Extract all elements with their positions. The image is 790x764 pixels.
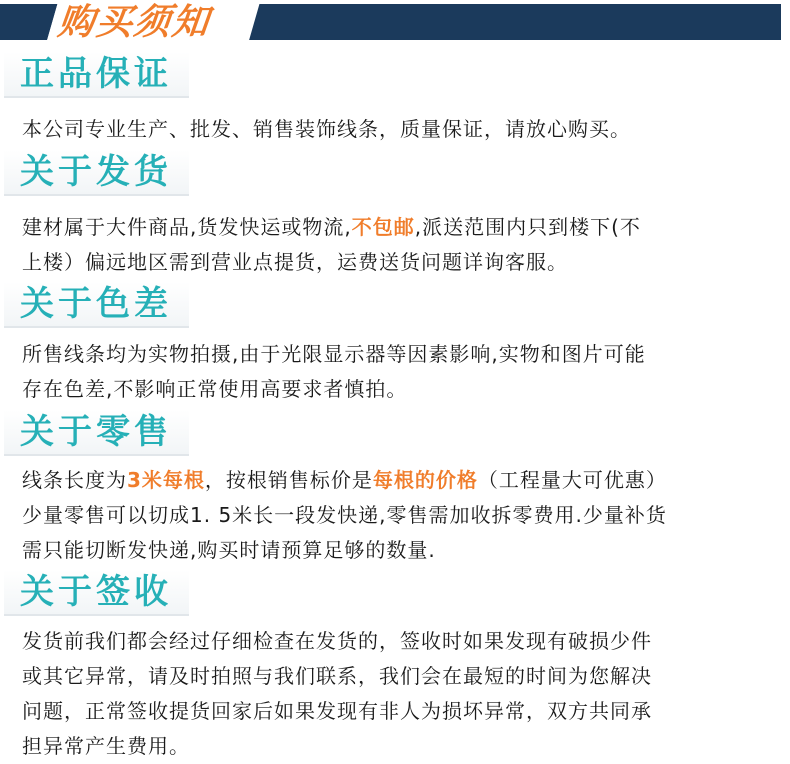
text-line: [22, 463, 784, 498]
text-line: [22, 372, 784, 407]
text-segment: 少量零售可以切成1. 5米长一段发快递,零售需加收拆零费用.少量补货: [22, 503, 667, 527]
section-heading-label: 关于发货: [20, 152, 172, 192]
text-segment: 问题，正常签收提货回家后如果发现有非人为损坏异常，双方共同承: [22, 699, 652, 723]
text-segment: 担异常产生费用。: [22, 734, 190, 758]
section-heading-label: 关于色差: [20, 284, 172, 324]
highlight-price-per-piece: 每根的价格: [372, 468, 478, 492]
section-heading-authenticity: [4, 52, 189, 98]
section-heading-retail: [4, 410, 189, 456]
section-heading-label: 正品保证: [20, 54, 172, 94]
text-segment: ,派送范围内只到楼下(不: [414, 215, 641, 239]
text-segment: 所售线条均为实物拍摄,由于光限显示器等因素影响,实物和图片可能: [22, 342, 646, 366]
text-segment: 上楼）偏远地区需到营业点提货，运费送货问题详询客服。: [22, 250, 568, 274]
text-line: [22, 245, 784, 280]
highlight-length-per-piece: 3米每根: [127, 468, 205, 492]
text-line: [22, 659, 784, 694]
section-text-color-difference: [22, 337, 784, 407]
text-segment: 建材属于大件商品,货发快运或物流,: [22, 215, 352, 239]
text-segment: 线条长度为: [22, 468, 127, 492]
banner: [0, 0, 790, 48]
text-line: [22, 210, 784, 245]
text-line: [22, 112, 784, 147]
text-segment: ，按根销售标价是: [204, 468, 373, 492]
section-text-authenticity: [22, 112, 784, 147]
section-heading-label: 关于签收: [20, 572, 172, 612]
section-text-shipping: [22, 210, 784, 280]
text-segment: 需只能切断发快递,购买时请预算足够的数量.: [22, 538, 436, 562]
text-segment: 存在色差,不影响正常使用高要求者慎拍。: [22, 377, 408, 401]
section-heading-color-difference: [4, 282, 189, 328]
section-heading-signing: [4, 570, 189, 616]
section-text-signing: [22, 624, 784, 764]
text-segment: 本公司专业生产、批发、销售装饰线条，质量保证，请放心购买。: [22, 117, 631, 141]
section-text-retail: [22, 463, 784, 568]
text-segment: 或其它异常，请及时拍照与我们联系，我们会在最短的时间为您解决: [22, 664, 652, 688]
text-line: [22, 498, 784, 533]
text-line: [22, 624, 784, 659]
text-line: [22, 694, 784, 729]
text-segment: （工程量大可优惠）: [477, 468, 667, 492]
text-line: [22, 729, 784, 764]
section-heading-shipping: [4, 150, 189, 196]
text-line: [22, 337, 784, 372]
highlight-free-shipping-excluded: 不包邮: [351, 215, 415, 239]
text-segment: 发货前我们都会经过仔细检查在发货的，签收时如果发现有破损少件: [22, 629, 652, 653]
section-heading-label: 关于零售: [20, 412, 172, 452]
banner-title: 购买须知: [55, 2, 213, 43]
text-line: [22, 533, 784, 568]
